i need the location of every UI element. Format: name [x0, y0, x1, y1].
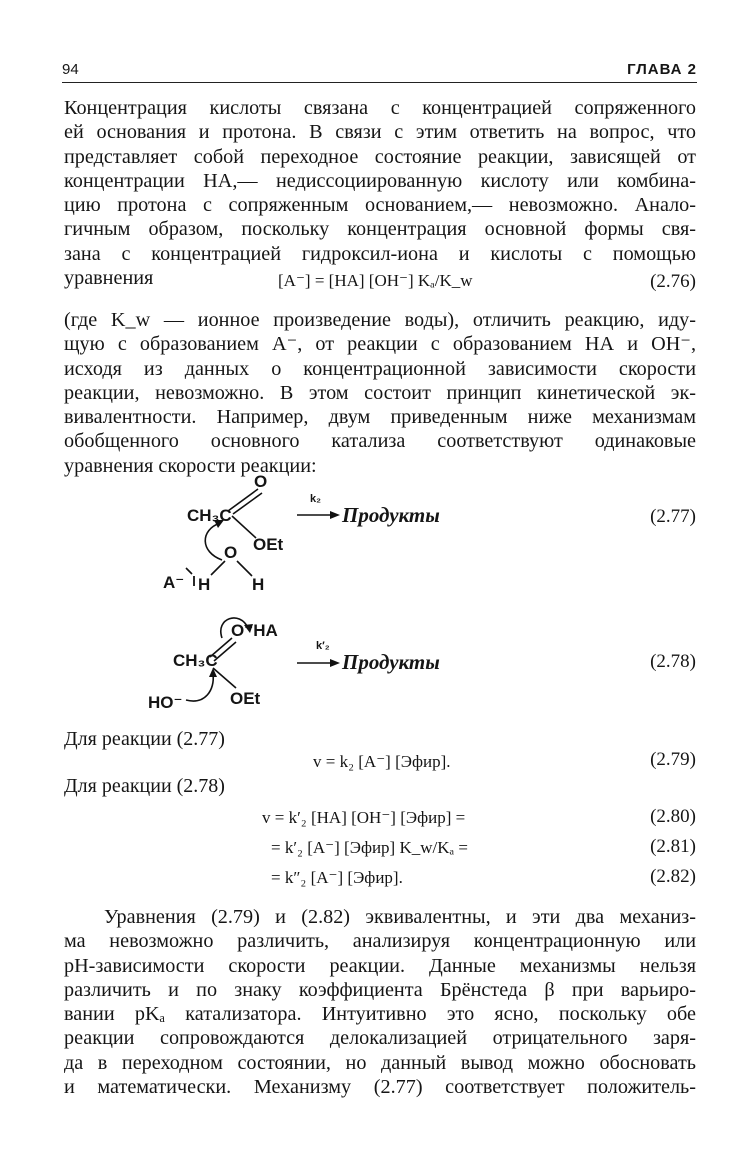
group-oet: OEt	[230, 689, 261, 708]
equation-number-2-78: (2.78)	[650, 651, 696, 672]
group-oet: OEt	[253, 535, 284, 554]
text-line: уравнения скорости реакции:	[64, 454, 317, 477]
rate-constant-k2-prime: k′₂	[316, 640, 330, 652]
text-line: концентрации НА,— недиссоциированную кислоту или комбина-	[64, 169, 696, 192]
text-line: реакции сопровождаются делокализацией отрицательного заря-	[64, 1027, 696, 1050]
text-line: реакции, невозможно. В этом состоит принцип кинетической эк-	[64, 381, 696, 404]
atom-h-left: H	[198, 575, 211, 594]
text-line: исходя из данных о концентрационной зависимости скорости	[64, 357, 696, 380]
text-line: и математически. Механизму (2.77) соответствует положитель-	[64, 1076, 696, 1099]
paragraph-3	[64, 905, 696, 1099]
text-line: (где K_w — ионное произведение воды), отличить реакцию, иду-	[64, 309, 696, 331]
equation-2-80: v = k′₂ [HA] [OH⁻] [Эфир] =	[262, 808, 466, 827]
text-line: различить и по знаку коэффициента Брёнстеда β при варьиро-	[64, 978, 696, 1001]
text-line: ей основания и протона. В связи с этим ответить на вопрос, что	[64, 121, 696, 144]
atom-a-minus: A⁻	[163, 573, 185, 592]
equation-number-2-76: (2.76)	[650, 271, 696, 292]
page-number: 94	[62, 61, 79, 78]
group-ch3c: CH₃C	[173, 651, 218, 670]
text-line: да в переходном состоянии, но данный вывод можно обосновать	[64, 1051, 696, 1074]
equation-2-82: = k″₂ [A⁻] [Эфир].	[271, 868, 403, 887]
text-line: щую с образованием A⁻, от реакции с образованием НА и ОН⁻,	[64, 333, 696, 356]
text-line: обобщенного основного катализа соответствуют одинаковые	[64, 430, 696, 453]
text-line: вивалентности. Например, двум приведенным ниже механизмам	[64, 406, 696, 429]
equation-number-2-80: (2.80)	[650, 806, 696, 827]
text-line: рН-зависимости скорости реакции. Данные механизмы нельзя	[64, 954, 696, 977]
atom-h-right: H	[252, 575, 265, 594]
chapter-title: ГЛАВА 2	[627, 61, 697, 78]
text-line: зана с концентрацией гидроксил-иона и кислоты с помощью	[64, 242, 696, 265]
group-ch3c: CH₃C	[187, 506, 232, 525]
text-line: вании рKₐ катализатора. Интуитивно это ясно, поскольку обе	[64, 1003, 696, 1026]
equation-number-2-77: (2.77)	[650, 506, 696, 527]
equation-2-79: v = k₂ [A⁻] [Эфир].	[313, 752, 451, 771]
text-line: Уравнения (2.79) и (2.82) эквивалентны, и эти два механиз-	[104, 906, 696, 928]
rate-constant-k2: k₂	[310, 493, 322, 505]
equation-number-2-82: (2.82)	[650, 866, 696, 887]
equation-number-2-79: (2.79)	[650, 749, 696, 770]
reaction-label-2-78: Для реакции (2.78)	[64, 775, 225, 797]
text-line: гичным образом, поскольку концентрация основной формы свя-	[64, 218, 696, 241]
equation-number-2-81: (2.81)	[650, 836, 696, 857]
text-line: представляет собой переходное состояние реакции, зависящей от	[64, 145, 696, 168]
text-line: ма невозможно различить, анализируя концентрационную или	[64, 930, 696, 953]
atom-o-top: O	[254, 472, 268, 491]
products-label: Продукты	[342, 503, 440, 527]
group-ho-minus: HO⁻	[148, 693, 183, 712]
atom-o-mid: O	[224, 543, 238, 562]
text-line: Концентрация кислоты связана с концентрацией сопряженного	[64, 97, 696, 119]
text-line: уравнения	[64, 267, 154, 290]
text-line: цию протона с сопряженным основанием,— невозможно. Анало-	[64, 194, 696, 217]
equation-2-81: = k′₂ [A⁻] [Эфир] K_w/Kₐ =	[271, 838, 469, 857]
equation-2-76: [A⁻] = [HA] [OH⁻] Kₐ/K_w	[278, 271, 473, 290]
reaction-label-2-77: Для реакции (2.77)	[64, 728, 225, 750]
group-oha: O⁺HA	[231, 621, 278, 640]
products-label: Продукты	[342, 650, 440, 674]
